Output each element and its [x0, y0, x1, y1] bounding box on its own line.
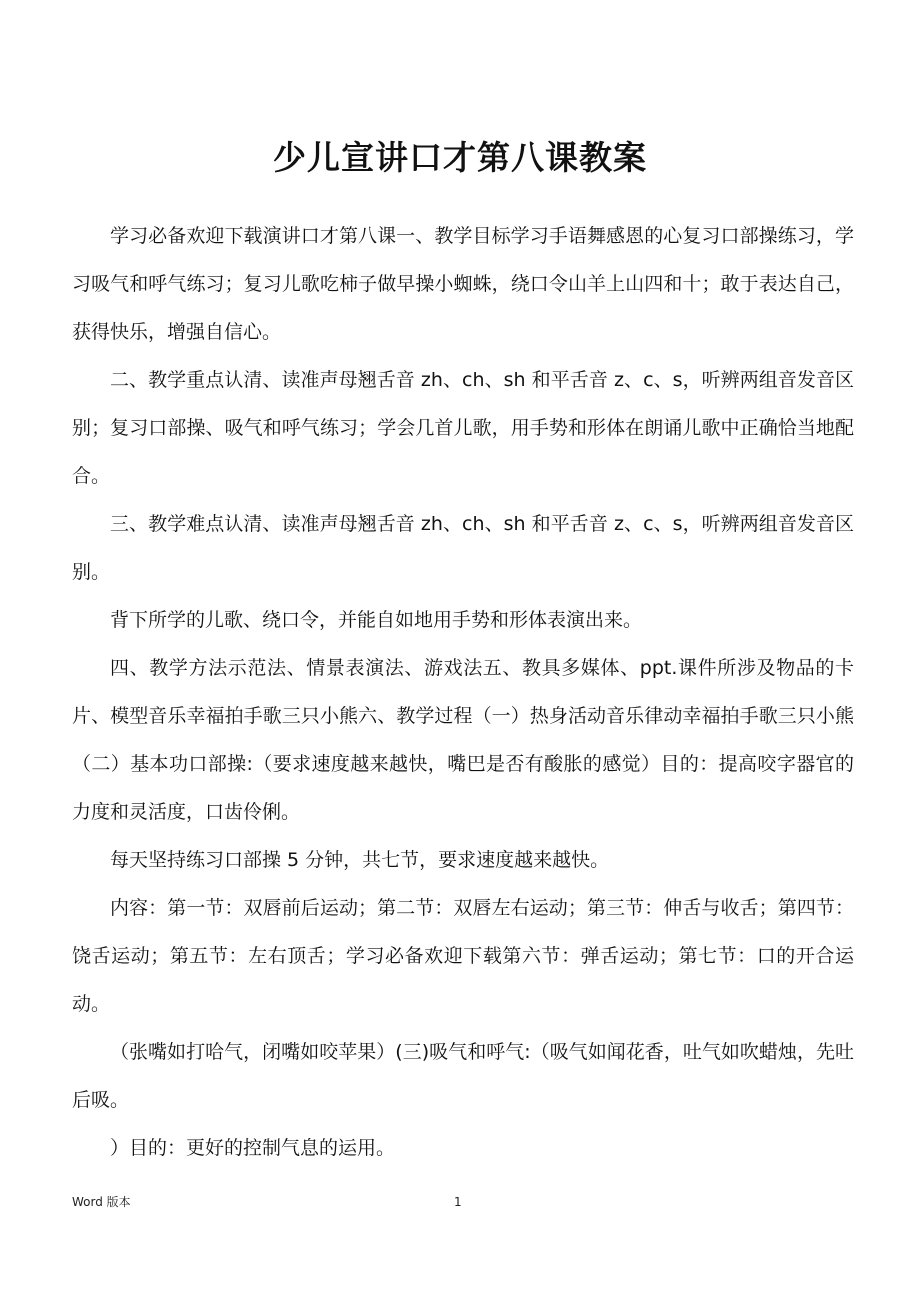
- document-title: 少儿宣讲口才第八课教案: [273, 138, 647, 177]
- paragraph: 每天坚持练习口部操 5 分钟，共七节，要求速度越来越快。: [110, 849, 610, 871]
- paragraph: 三、教学难点认清、读准声母翘舌音 zh、ch、sh 和平舌音 z、c、s，听辨两组音发音区别。: [72, 513, 854, 583]
- paragraph: 学习必备欢迎下载演讲口才第八课一、教学目标学习手语舞感恩的心复习口部操练习，学习吸气和呼气练习；复习儿歌吃柿子做早操小蜘蛛，绕口令山羊上山四和十；敢于表达自己，获得快乐，增强自信心。: [72, 225, 854, 343]
- paragraph: 内容：第一节：双唇前后运动；第二节：双唇左右运动；第三节：伸舌与收舌；第四节：饶舌运动；第五节：左右顶舌；学习必备欢迎下载第六节：弹舌运动；第七节：口的开合运动。: [72, 897, 854, 1015]
- footer-label: Word 版本: [72, 1195, 131, 1209]
- paragraph: （张嘴如打哈气，闭嘴如咬苹果）(三)吸气和呼气:（吸气如闻花香，吐气如吹蜡烛，先吐后吸。: [72, 1041, 854, 1111]
- paragraph: 二、教学重点认清、读准声母翘舌音 zh、ch、sh 和平舌音 z、c、s，听辨两组音发音区别；复习口部操、吸气和呼气练习；学会几首儿歌，用手势和形体在朗诵儿歌中正确恰当地配合。: [72, 369, 854, 487]
- paragraph: 四、教学方法示范法、情景表演法、游戏法五、教具多媒体、ppt.课件所涉及物品的卡片、模型音乐幸福拍手歌三只小熊六、教学过程（一）热身活动音乐律动幸福拍手歌三只小熊（二）基本功口部操:（要求速度越来越快，嘴巴是否有酸胀的感觉）目的：提高咬字器官的力度和灵活度，口齿伶俐。: [72, 657, 854, 823]
- document-body: [72, 212, 854, 1172]
- paragraph: 背下所学的儿歌、绕口令，并能自如地用手势和形体表演出来。: [110, 609, 643, 631]
- paragraph: ）目的：更好的控制气息的运用。: [110, 1137, 396, 1159]
- page-number: 1: [454, 1195, 462, 1209]
